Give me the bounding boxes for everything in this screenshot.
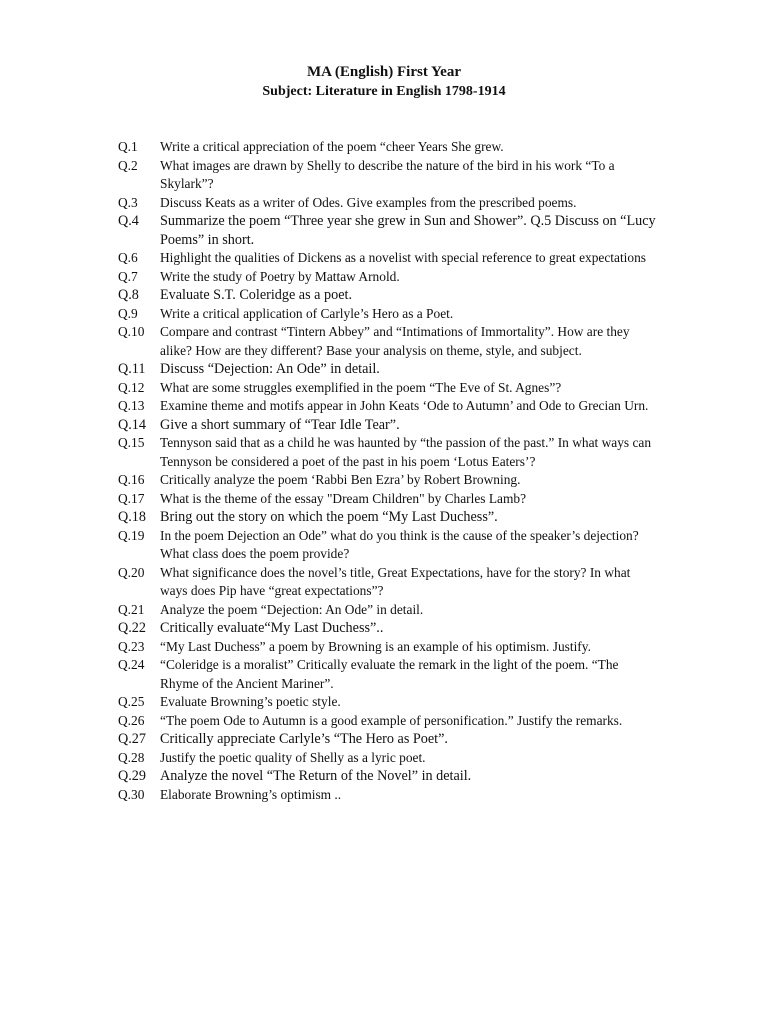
question-number: Q.18 [118,509,146,525]
question-item [118,730,658,749]
question-number: Q.16 [118,472,145,487]
question-number: Q.1 [118,139,138,154]
question-number: Q.12 [118,379,145,395]
question-number: Q.29 [118,768,146,784]
question-text: Evaluate Browning’s poetic style. [160,694,341,709]
question-text: Summarize the poem “Three year she grew in Sun and Shower”. Q.5 Discuss on “Lucy Poems” in short. [160,213,656,248]
question-number: Q.22 [118,620,146,636]
question-text: Examine theme and motifs appear in John Keats ‘Ode to Autumn’ and Ode to Grecian Urn. [160,398,649,413]
question-item [118,490,658,509]
question-text: “Coleridge is a moralist” Critically evaluate the remark in the light of the poem. “The Rhyme of the Ancient Mariner”. [160,657,619,691]
question-number: Q.3 [118,194,138,210]
question-item [118,767,658,786]
question-text: Write a critical appreciation of the poem “cheer Years She grew. [160,139,504,154]
question-text: Analyze the poem “Dejection: An Ode” in detail. [160,601,424,617]
question-text: Bring out the story on which the poem “My Last Duchess”. [160,509,498,525]
question-number: Q.13 [118,398,145,413]
question-number: Q.15 [118,435,145,450]
question-number: Q.10 [118,324,145,339]
question-item [118,249,658,268]
question-item [118,564,658,601]
question-number: Q.4 [118,213,139,229]
question-text: Write a critical application of Carlyle’s Hero as a Poet. [160,305,454,321]
question-item [118,194,658,213]
question-text: “The poem Ode to Autumn is a good example of personification.” Justify the remarks. [160,712,623,728]
question-item [118,212,658,249]
question-text: Highlight the qualities of Dickens as a novelist with special reference to great expectations [160,250,646,265]
question-number: Q.9 [118,305,138,321]
question-text: Give a short summary of “Tear Idle Tear”. [160,416,400,433]
question-text: What significance does the novel’s title, Great Expectations, have for the story? In what ways does Pip have “great expectations”? [160,564,631,598]
question-number: Q.24 [118,657,145,672]
question-number: Q.6 [118,250,138,265]
question-number: Q.25 [118,694,145,709]
question-number: Q.7 [118,268,138,284]
question-item [118,416,658,435]
question-item [118,286,658,305]
question-text: What images are drawn by Shelly to describe the nature of the bird in his work “To a Skylark”? [160,157,615,191]
question-text: Write the study of Poetry by Mattaw Arnold. [160,268,400,284]
question-number: Q.21 [118,601,145,617]
document-header [0,62,768,102]
question-number: Q.14 [118,416,146,433]
question-item [118,434,658,471]
question-text: Discuss “Dejection: An Ode” in detail. [160,361,380,377]
question-text: Critically appreciate Carlyle’s “The Hero as Poet”. [160,731,448,747]
question-number: Q.2 [118,157,138,173]
question-item [118,305,658,324]
question-text: Discuss Keats as a writer of Odes. Give examples from the prescribed poems. [160,194,577,210]
document-subtitle: Subject: Literature in English 1798-1914 [262,84,506,99]
question-text: Compare and contrast “Tintern Abbey” and “Intimations of Immortality”. How are they alike? How are they different? Base your analysis on theme, style, and subject. [160,324,630,358]
question-text: What is the theme of the essay "Dream Children" by Charles Lamb? [160,490,527,506]
question-text: Critically analyze the poem ‘Rabbi Ben Ezra’ by Robert Browning. [160,472,521,487]
question-item [118,323,658,360]
question-item [118,749,658,768]
question-text: Analyze the novel “The Return of the Novel” in detail. [160,768,472,784]
question-number: Q.8 [118,287,139,303]
question-item [118,601,658,620]
question-number: Q.20 [118,564,145,580]
question-item [118,157,658,194]
question-text: Evaluate S.T. Coleridge as a poet. [160,287,352,303]
question-number: Q.17 [118,490,145,506]
question-item [118,471,658,490]
document-title: MA (English) First Year [306,64,461,80]
question-item [118,508,658,527]
question-text: Elaborate Browning’s optimism .. [160,786,342,802]
question-number: Q.23 [118,638,145,654]
question-item [118,379,658,398]
question-item [118,638,658,657]
question-item [118,268,658,287]
question-item [118,619,658,638]
question-item [118,360,658,379]
question-item [118,786,658,805]
question-item [118,527,658,564]
question-list [118,138,658,804]
question-number: Q.26 [118,712,145,728]
question-text: Tennyson said that as a child he was haunted by “the passion of the past.” In what ways can Tennyson be considered a poet of the past in his poem ‘Lotus Eaters’? [160,435,652,469]
question-item [118,712,658,731]
question-item [118,397,658,416]
question-number: Q.28 [118,749,145,765]
question-item [118,138,658,157]
question-text: In the poem Dejection an Ode” what do you think is the cause of the speaker’s dejection? What class does the poem provide? [160,527,639,561]
question-number: Q.19 [118,527,145,543]
question-text: Critically evaluate“My Last Duchess”.. [160,620,384,636]
question-text: “My Last Duchess” a poem by Browning is an example of his optimism. Justify. [160,638,591,654]
question-item [118,656,658,693]
question-item [118,693,658,712]
question-number: Q.30 [118,786,145,802]
question-number: Q.11 [118,361,146,377]
question-text: What are some struggles exemplified in the poem “The Eve of St. Agnes”? [160,379,562,395]
question-number: Q.27 [118,731,146,747]
question-text: Justify the poetic quality of Shelly as a lyric poet. [160,749,426,765]
